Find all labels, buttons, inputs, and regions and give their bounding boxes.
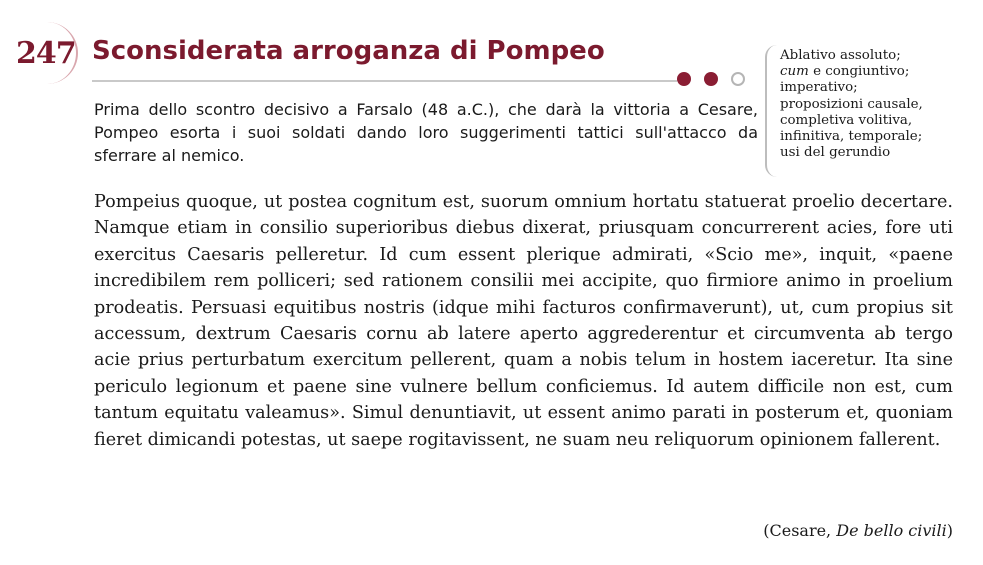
grammar-topic-line <box>780 64 980 80</box>
grammar-topic-line: infinitiva, temporale; <box>780 129 923 145</box>
grammar-topic-line: usi del gerundio <box>780 145 891 161</box>
grammar-topics-note <box>780 48 980 161</box>
source-citation <box>763 521 953 540</box>
grammar-topic-cum-rest: e congiuntivo; <box>808 64 910 80</box>
grammar-topic-line: Ablativo assoluto; <box>780 48 901 63</box>
exercise-number: 247 <box>16 36 76 71</box>
grammar-topic-cum: cum <box>780 64 809 80</box>
citation-open: (Cesare, <box>763 521 837 540</box>
grammar-topic-line: completiva volitiva, <box>780 112 913 128</box>
citation-work: De bello civili <box>836 521 947 540</box>
page-title: Sconsiderata arroganza di Pompeo <box>92 36 605 66</box>
difficulty-dot-empty <box>731 72 745 86</box>
grammar-topic-line: proposizioni causale, <box>780 96 923 112</box>
citation-close: ) <box>946 521 953 540</box>
grammar-topic-line: imperativo; <box>780 80 858 96</box>
difficulty-dot-filled <box>704 72 718 86</box>
title-underline <box>92 80 677 82</box>
latin-text: Pompeius quoque, ut postea cognitum est, suorum omnium hortatu statuerat proelio decertare. Namque etiam in consilio superioribus diebus dixerat, priusquam concurrerent acies, fore uti exercitus Caesaris pelleretur. Id cum essent plerique admirati, «Scio me», inquit, «paene incredibilem rem polliceri; sed rationem consilii mei accipite, quo firmiore animo in proelium prodeatis. Persuasi equitibus nostris (idque mihi facturos confirmaverunt), ut, cum propius sit accessum, dextrum Caesaris cornu ab latere aperto aggrederentur et circumventa ab tergo acie prius perturbatum exercitum pellerent, quam a nobis telum in hostem iaceretur. Ita sine periculo legionum et paene sine vulnere bellum conficiemus. Id autem difficile non est, cum tantum equitatu valeamus». Simul denuntiavit, ut essent animo parati in posterum et, quoniam fieret dimicandi potestas, ut saepe rogitavissent, ne suam neu reliquorum opinionem fallerent. <box>94 192 953 450</box>
intro-paragraph: Prima dello scontro decisivo a Farsalo (48 a.C.), che darà la vittoria a Cesare, Pompeo esorta i suoi soldati dando loro suggerimenti tattici sull'attacco da sferrare al nemico. <box>94 100 758 165</box>
difficulty-dot-filled <box>677 72 691 86</box>
